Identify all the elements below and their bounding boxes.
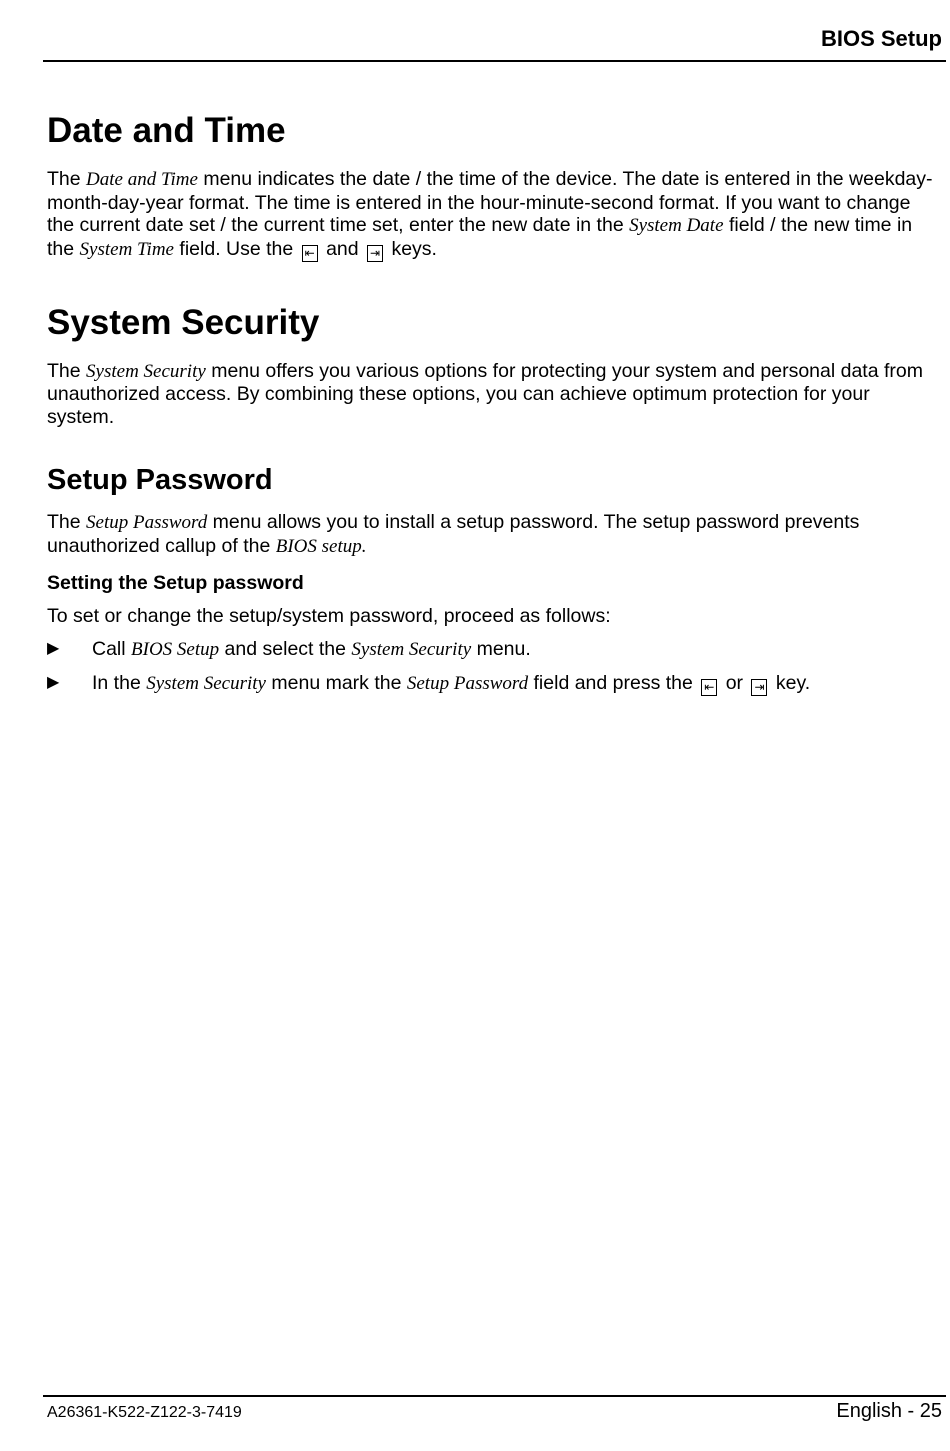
- menu-name: System Security: [86, 360, 206, 382]
- footer-divider: [43, 1395, 946, 1397]
- tab-key-icon: ⇥: [751, 679, 767, 696]
- text-run: In the: [92, 671, 147, 694]
- text-run: The: [47, 168, 87, 190]
- text-run: menu offers you various options for protecting your system and personal data from unauthorized access. By combining these options, you can achieve optimum protection for your system.: [47, 359, 923, 428]
- text-run: and: [320, 237, 365, 260]
- document-number: A26361-K522-Z122-3-7419: [47, 1404, 242, 1421]
- text-run: menu allows you to install a setup password. The setup password prevents unauthorized callup of the: [47, 511, 860, 557]
- menu-name: Date and Time: [86, 169, 198, 190]
- text-run: menu indicates the date / the time of the device. The date is entered in the weekday-month-day-year format. The time is entered in the hour-minute-second format. If you want to change the current date set / the current time set, enter the new date in the: [47, 168, 933, 236]
- procedure-intro: To set or change the setup/system password, proceed as follows:: [47, 604, 611, 627]
- tab-key-icon: ⇥: [367, 245, 383, 262]
- bullet-arrow-icon: ▶: [47, 673, 60, 691]
- text-run: menu.: [471, 638, 531, 660]
- header-divider: [43, 60, 946, 62]
- text-run: or: [720, 671, 749, 694]
- menu-name: System Security: [351, 639, 472, 660]
- date-time-heading: Date and Time: [47, 111, 286, 150]
- text-run: menu mark the: [265, 671, 407, 694]
- system-security-paragraph: [47, 360, 942, 429]
- field-name: System Date: [629, 215, 724, 236]
- field-name: Setup Password: [406, 672, 529, 694]
- text-run: field / the new time in the: [47, 214, 913, 260]
- bullet-arrow-icon: ▶: [47, 640, 60, 657]
- field-name: System Time: [79, 238, 174, 260]
- page-content: [47, 104, 942, 706]
- setting-password-subheading: Setting the Setup password: [47, 572, 304, 594]
- menu-name: BIOS setup: [275, 535, 362, 557]
- system-security-heading: System Security: [47, 302, 320, 342]
- menu-name: Setup Password: [86, 512, 208, 533]
- text-run: Call: [92, 638, 132, 660]
- procedure-step: [47, 638, 942, 662]
- procedure-step: [47, 672, 942, 696]
- text-run: The: [47, 511, 87, 533]
- running-header: BIOS Setup: [820, 26, 942, 51]
- text-run: and select the: [219, 638, 352, 660]
- text-run: field. Use the: [174, 237, 299, 260]
- shift-tab-key-icon: ⇤: [302, 245, 318, 262]
- setup-password-paragraph: [47, 511, 942, 558]
- menu-name: BIOS Setup: [131, 639, 220, 660]
- date-time-paragraph: [47, 168, 942, 262]
- shift-tab-key-icon: ⇤: [701, 679, 717, 696]
- text-run: key.: [770, 671, 811, 694]
- page-number: English - 25: [836, 1400, 942, 1422]
- setup-password-heading: Setup Password: [47, 464, 273, 496]
- text-run: keys.: [386, 237, 437, 260]
- text-run: .: [361, 535, 367, 557]
- text-run: field and press the: [528, 671, 699, 694]
- menu-name: System Security: [146, 672, 266, 694]
- text-run: The: [47, 359, 87, 382]
